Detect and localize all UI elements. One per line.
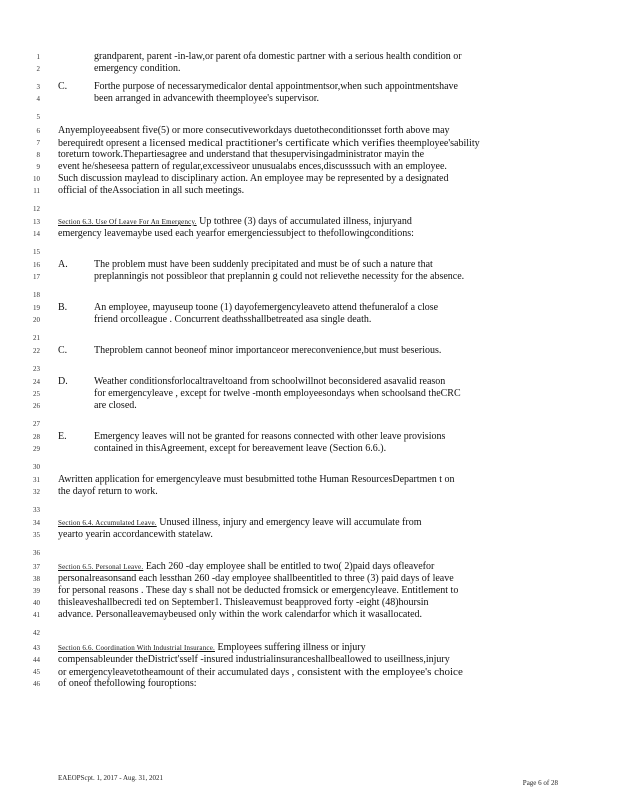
text-run: emergency leavemaybe used each yearfor emergenciessubject to thefollowingconditions: bbox=[58, 228, 414, 239]
line-number: 31 bbox=[33, 476, 40, 484]
text-line bbox=[94, 376, 562, 388]
text-line bbox=[58, 678, 562, 690]
line-number: 28 bbox=[33, 433, 40, 441]
text-line bbox=[94, 314, 562, 326]
text-run: Weather conditionsforlocaltraveltoand from schoolwillnot beconsidered asavalid reason bbox=[94, 376, 446, 387]
list-item-label: D. bbox=[58, 376, 68, 387]
text-line bbox=[58, 573, 562, 585]
text-run: event he/sheseesa pattern of regular,excessiveor unusualabs ences,discusssuch with an employee. bbox=[58, 161, 447, 172]
text-line bbox=[58, 486, 562, 498]
line-number: 18 bbox=[33, 291, 40, 299]
text-line bbox=[94, 431, 562, 443]
text-run: for emergencyleave , except for twelve -month employeesondays when schoolsand theCRC bbox=[94, 388, 461, 399]
footer-agreement-dates: EAEOPScpt. 1, 2017 - Aug. 31, 2021 bbox=[58, 774, 163, 782]
text-run: yearto yearin accordancewith statelaw. bbox=[58, 529, 213, 540]
text-line bbox=[58, 185, 562, 197]
line-number: 38 bbox=[33, 575, 40, 583]
text-run: of oneof thefollowing fouroptions: bbox=[58, 678, 197, 689]
section-heading: Section 6.4. Accumulated Leave. bbox=[58, 519, 157, 527]
text-run: or emergencyleavetotheamount of their accumulated days bbox=[58, 667, 292, 678]
text-line bbox=[58, 125, 562, 137]
text-run: the dayof return to work. bbox=[58, 486, 158, 497]
text-line bbox=[94, 51, 562, 63]
text-line bbox=[58, 642, 562, 654]
line-number: 33 bbox=[33, 506, 40, 514]
text-run: berequiredt opresent a bbox=[58, 138, 150, 149]
text-line bbox=[58, 585, 562, 597]
text-line bbox=[58, 517, 562, 529]
line-number: 21 bbox=[33, 334, 40, 342]
text-line bbox=[58, 149, 562, 161]
list-item-label: E. bbox=[58, 431, 67, 442]
text-line bbox=[58, 161, 562, 173]
line-number: 36 bbox=[33, 549, 40, 557]
text-run: The problem must have been suddenly precipitated and must be of such a nature that bbox=[94, 259, 433, 270]
text-run: emergency condition. bbox=[94, 63, 181, 74]
text-run: grandparent, parent -in-law,or parent ofa domestic partner with a serious health condition or bbox=[94, 51, 462, 62]
text-run: toreturn towork.Thepartiesagree and understand that thesupervisingadministrator mayin the bbox=[58, 149, 425, 160]
line-number: 4 bbox=[36, 95, 40, 103]
section-heading: Section 6.6. Coordination With Industrial Insurance. bbox=[58, 644, 215, 652]
text-run: for personal reasons . These day s shall not be deducted fromsick or emergencyleave. Entitlement to bbox=[58, 585, 459, 596]
text-run: Up tothree (3) days of accumulated illness, injuryand bbox=[196, 216, 412, 227]
text-run: official of theAssociation in all such meetings. bbox=[58, 185, 245, 196]
text-line bbox=[58, 216, 562, 228]
list-item-label: B. bbox=[58, 302, 68, 313]
text-line bbox=[94, 443, 562, 455]
text-run: Employees suffering illness or injury bbox=[214, 642, 366, 653]
line-number: 35 bbox=[33, 531, 40, 539]
line-number: 19 bbox=[33, 304, 40, 312]
text-line bbox=[58, 474, 562, 486]
line-number: 17 bbox=[33, 273, 40, 281]
text-line bbox=[58, 597, 562, 609]
line-number: 6 bbox=[36, 127, 40, 135]
list-item-label: C. bbox=[58, 81, 68, 92]
line-number: 27 bbox=[33, 420, 40, 428]
line-number: 12 bbox=[33, 205, 40, 213]
text-line bbox=[58, 654, 562, 666]
line-number: 11 bbox=[33, 187, 40, 195]
section-heading: Section 6.3. Use Of Leave For An Emergency. bbox=[58, 218, 197, 226]
text-run: Forthe purpose of necessarymedicalor dental appointmentsor,when such appointmentshave bbox=[94, 81, 458, 92]
line-number: 22 bbox=[33, 347, 40, 355]
line-number: 16 bbox=[33, 261, 40, 269]
list-item-label: A. bbox=[58, 259, 68, 270]
line-number: 37 bbox=[33, 563, 40, 571]
text-run: Unused illness, injury and emergency leave will accumulate from bbox=[156, 517, 422, 528]
text-run: Awritten application for emergencyleave must besubmitted tothe Human ResourcesDepartmen t on bbox=[58, 474, 455, 485]
line-number: 26 bbox=[33, 402, 40, 410]
text-run: contained in thisAgreement, except for bereavement leave (Section 6.6.). bbox=[94, 443, 387, 454]
text-run: An employee, mayuseup toone (1) dayofemergencyleaveto attend thefuneralof a close bbox=[94, 302, 439, 313]
text-run: Emergency leaves will not be granted for reasons connected with other leave provisions bbox=[94, 431, 446, 442]
line-number: 3 bbox=[36, 83, 40, 91]
line-number: 5 bbox=[36, 113, 40, 121]
text-run: personalreasonsand each lessthan 260 -day employee shallbeentitled to three (3) paid days of leave bbox=[58, 573, 454, 584]
line-number: 39 bbox=[33, 587, 40, 595]
line-number: 14 bbox=[33, 230, 40, 238]
line-number: 2 bbox=[36, 65, 40, 73]
text-run: , consistent with the employee's choice bbox=[291, 666, 463, 678]
line-number: 42 bbox=[33, 629, 40, 637]
text-run: friend orcolleague . Concurrent deathsshallbetreated asa single death. bbox=[94, 314, 372, 325]
text-line bbox=[94, 400, 562, 412]
text-line bbox=[58, 173, 562, 185]
text-line bbox=[94, 93, 562, 105]
line-number: 23 bbox=[33, 365, 40, 373]
line-number: 9 bbox=[36, 163, 40, 171]
text-run: been arranged in advancewith theemployee's supervisor. bbox=[94, 93, 320, 104]
text-run: Theproblem cannot beoneof minor importanceor mereconvenience,but must beserious. bbox=[94, 345, 442, 356]
line-number: 32 bbox=[33, 488, 40, 496]
line-number: 15 bbox=[33, 248, 40, 256]
text-line bbox=[58, 529, 562, 541]
line-number: 25 bbox=[33, 390, 40, 398]
line-number: 13 bbox=[33, 218, 40, 226]
line-number: 20 bbox=[33, 316, 40, 324]
text-line bbox=[58, 228, 562, 240]
line-number: 8 bbox=[36, 151, 40, 159]
line-number: 43 bbox=[33, 644, 40, 652]
list-item-label: C. bbox=[58, 345, 68, 356]
line-number: 24 bbox=[33, 378, 40, 386]
text-line bbox=[94, 302, 562, 314]
footer-page-number: Page 6 of 28 bbox=[522, 779, 558, 787]
text-line bbox=[94, 63, 562, 75]
line-number: 1 bbox=[36, 53, 40, 61]
text-run: Each 260 -day employee shall be entitled to two( 2)paid days ofleavefor bbox=[143, 561, 435, 572]
text-run: are closed. bbox=[94, 400, 137, 411]
text-run: preplanningis not possibleor that preplannin g could not relievethe necessity for the absence. bbox=[94, 271, 465, 282]
text-line bbox=[94, 271, 562, 283]
text-run: thisleaveshallbecredi ted on September1. Thisleavemust beapproved forty -eight (48)hoursin bbox=[58, 597, 429, 608]
line-number: 41 bbox=[33, 611, 40, 619]
line-number: 46 bbox=[33, 680, 40, 688]
text-run: theemployee'sability bbox=[394, 138, 480, 149]
text-line bbox=[58, 561, 562, 573]
line-number: 34 bbox=[33, 519, 40, 527]
text-run: advance. Personalleavemaybeused only within the work calendarfor which it wasallocated. bbox=[58, 609, 423, 620]
text-run: licensed medical practitioner's certificate which verifies bbox=[149, 137, 395, 149]
text-line bbox=[94, 388, 562, 400]
line-number: 30 bbox=[33, 463, 40, 471]
line-number: 29 bbox=[33, 445, 40, 453]
line-number: 45 bbox=[33, 668, 40, 676]
line-number: 44 bbox=[33, 656, 40, 664]
text-line bbox=[94, 259, 562, 271]
text-line bbox=[58, 609, 562, 621]
line-number: 10 bbox=[33, 175, 40, 183]
text-run: compensableunder theDistrict'sself -insured industrialinsuranceshallbeallowed to useillness,injury bbox=[58, 654, 450, 665]
text-run: Such discussion maylead to disciplinary action. An employee may be represented by a designated bbox=[58, 173, 449, 184]
line-number: 7 bbox=[36, 139, 40, 147]
line-number: 40 bbox=[33, 599, 40, 607]
text-line bbox=[94, 345, 562, 357]
text-line bbox=[94, 81, 562, 93]
text-run: Anyemployeeabsent five(5) or more consecutiveworkdays duetotheconditionsset forth above may bbox=[58, 125, 450, 136]
section-heading: Section 6.5. Personal Leave. bbox=[58, 563, 144, 571]
